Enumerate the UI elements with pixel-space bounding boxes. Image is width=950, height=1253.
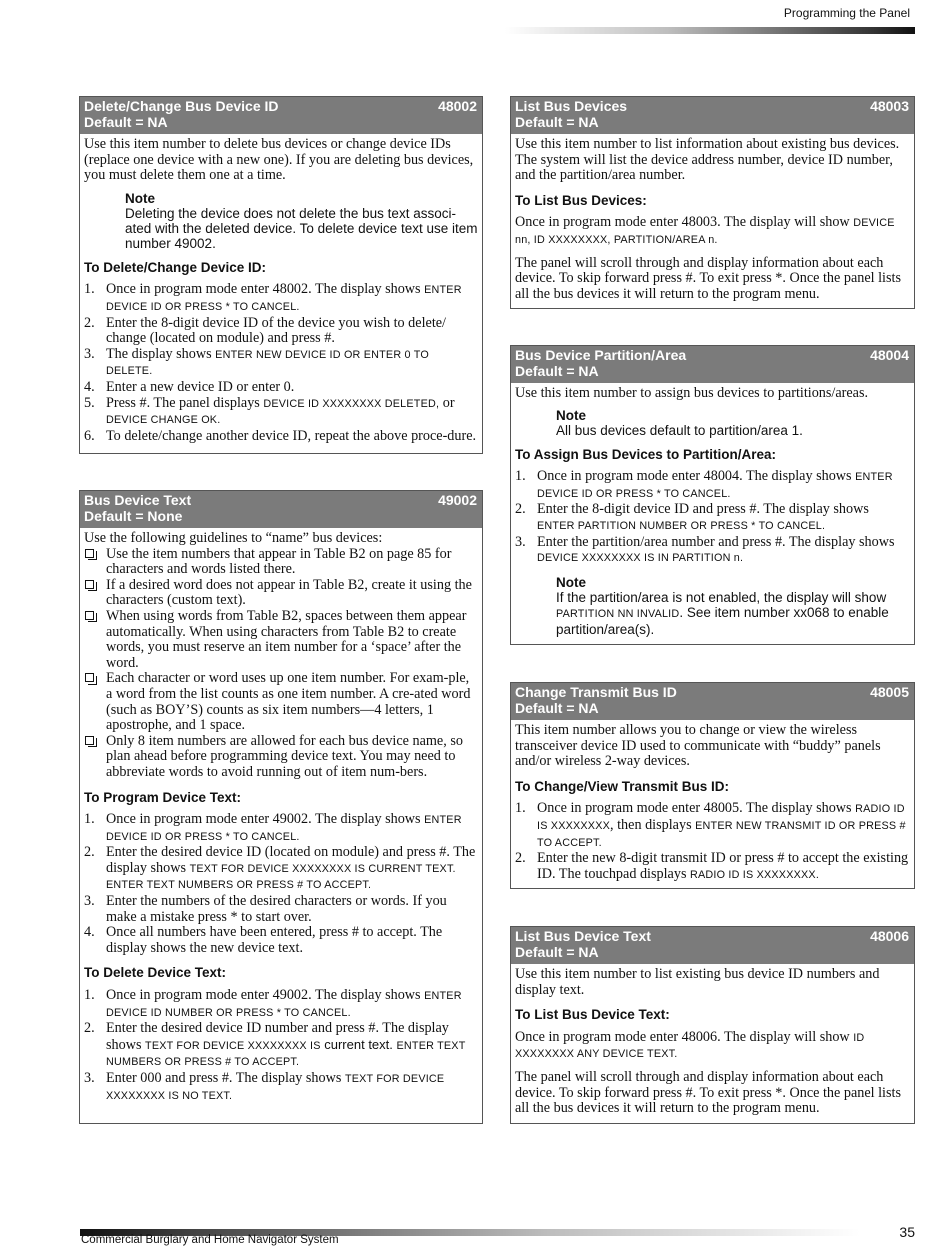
note-text: . See item number xx068 to enable partition/area(s). (556, 604, 889, 637)
item-number: 48003 (870, 98, 909, 114)
section-title: Delete/Change Bus Device ID (84, 98, 279, 114)
step-text: Enter the 8-digit device ID and press #. The display shows (537, 501, 869, 518)
list-item: 3. The display shows ENTER NEW DEVICE ID OR ENTER 0 TO DELETE. (84, 345, 429, 378)
list-item: 3. Enter 000 and press #. The display shows TEXT FOR DEVICE XXXXXXXX IS NO TEXT. (84, 1070, 445, 1102)
default-value: Default = NA (515, 113, 599, 130)
paragraph (515, 215, 910, 248)
display-text: TEXT FOR DEVICE XXXXXXXX IS NO TEXT. (106, 1073, 445, 1102)
display-text: RADIO ID IS XXXXXXXX (537, 803, 905, 832)
item-text: Each character or word uses up one item number. For exam-ple, a word from the list counts as one item number. A cre-ated word (such as BOY’S) counts as six item numbers—4 letters, 1 apostrophe, and 1 space. (106, 670, 471, 734)
default-value: Default = NA (515, 699, 599, 716)
step-text: Enter the desired device ID number and press #. The display shows (106, 1020, 449, 1053)
intro-text: This item number allows you to change or view the wireless transceiver device ID used to communicate with “buddy” panels and/or wireless 2-way devices. (515, 722, 881, 770)
subheading: To Delete Device Text: (84, 965, 227, 981)
intro-text: Use this item number to assign bus devices to partitions/areas. (515, 385, 869, 401)
item-number: 48006 (870, 928, 909, 944)
note-text: If the partition/area is not enabled, the display will show (556, 589, 887, 605)
note-title: Note (125, 190, 155, 206)
page-number: 35 (899, 1224, 915, 1240)
item-text: If a desired word does not appear in Table B2, create it using the characters (custom text). (106, 576, 472, 609)
note-title: Note (556, 407, 586, 423)
note-title: Note (556, 574, 586, 590)
step-text: The display shows (106, 345, 216, 362)
note (556, 408, 910, 438)
step-text: Enter 000 and press #. The display shows (106, 1070, 345, 1086)
step-list (84, 988, 478, 1104)
step-text: Once in program mode enter 48002. The display shows (106, 281, 425, 298)
display-text: current text. (320, 1036, 397, 1052)
list-item: 4. Enter a new device ID or enter 0. (84, 378, 295, 395)
display-text: TEXT FOR DEVICE XXXXXXXX IS (145, 1039, 321, 1052)
intro-text: Use this item number to delete bus devices or change device IDs (replace one device with a new one). If you are deleting bus devices, you must delete them one at a time. (84, 136, 474, 184)
list-item: 2. Enter the new 8-digit transmit ID or press # to accept the existing ID. The touchpad displays RADIO ID IS XXXXXXXX. (515, 850, 909, 882)
running-header: Programming the Panel (783, 6, 910, 20)
step-text: Enter the 8-digit device ID of the device you wish to delete/ change (located on module) and press #. (106, 314, 446, 347)
item-number: 48004 (870, 347, 909, 363)
display-text: TEXT FOR DEVICE XXXXXXXX IS CURRENT TEXT. ENTER TEXT NUMBERS OR PRESS # TO ACCEPT. (106, 862, 456, 892)
section-header (511, 927, 914, 964)
list-item: 2. Enter the 8-digit device ID of the device you wish to delete/ change (located on module) and press #. (84, 314, 446, 347)
display-text: ENTER NEW DEVICE ID OR ENTER 0 TO DELETE. (106, 348, 429, 378)
guideline-list (84, 547, 478, 781)
display-text: ENTER DEVICE ID OR PRESS * TO CANCEL. (537, 471, 893, 500)
display-text: DEVICE CHANGE OK. (106, 414, 221, 427)
list-item: 6. To delete/change another device ID, repeat the above proce-dure. (84, 427, 477, 444)
para-text: Once in program mode enter 48003. The display will show (515, 214, 854, 231)
para-text: Once in program mode enter 48006. The display will show (515, 1028, 854, 1045)
display-text: DEVICE nn, ID XXXXXXXX, PARTITION/AREA n. (515, 217, 895, 246)
display-text: ID XXXXXXXX ANY DEVICE TEXT. (515, 1031, 865, 1061)
display-text: PARTITION NN INVALID (556, 607, 680, 620)
note (556, 575, 910, 637)
list-item: 2. Enter the desired device ID (located on module) and press #. The display shows TEXT FOR DEVICE XXXXXXXX IS CURRENT TEXT. ENTER TEXT NUMBERS OR PRESS # TO ACCEPT. (84, 844, 476, 892)
checkbox-icon (85, 736, 94, 745)
intro-text: Use the following guidelines to “name” bus devices: (84, 530, 383, 546)
section-title: List Bus Devices (515, 98, 628, 114)
step-text: Enter the numbers of the desired characters or words. If you make a mistake press * to start over. (106, 893, 447, 925)
note-text: Deleting the device does not delete the bus text associ-ated with the deleted device. To delete device text use item number 49002. (125, 205, 478, 251)
section-header (511, 683, 914, 720)
default-value: Default = None (84, 507, 183, 524)
step-text: Enter the partition/area number and press #. The display shows (537, 533, 895, 550)
list-item: 2. Enter the 8-digit device ID and press #. The display shows ENTER PARTITION NUMBER OR PRESS * TO CANCEL. (515, 501, 869, 532)
item-text: Use the item numbers that appear in Table B2 on page 85 for characters and words listed there. (106, 545, 452, 578)
subheading: To Change/View Transmit Bus ID: (515, 778, 730, 794)
display-text: ENTER NEW TRANSMIT ID OR PRESS # TO ACCEPT. (537, 819, 906, 849)
list-item: 3. Enter the numbers of the desired characters or words. If you make a mistake press * to start over. (84, 893, 447, 925)
section-title: Bus Device Text (84, 492, 192, 508)
step-text: Enter a new device ID or enter 0. (106, 378, 295, 395)
list-item: 1. Once in program mode enter 48005. The display shows RADIO ID IS XXXXXXXX, then displays ENTER NEW TRANSMIT ID OR PRESS # TO ACCEPT. (515, 800, 906, 849)
display-text: DEVICE ID XXXXXXXX DELETED, (263, 397, 440, 410)
item-number: 48002 (438, 98, 477, 114)
list-item: 3. Enter the partition/area number and press #. The display shows DEVICE XXXXXXXX IS IN PARTITION n. (515, 533, 895, 565)
subheading: To Delete/Change Device ID: (84, 259, 267, 275)
step-text: Once in program mode enter 49002. The display shows (106, 987, 425, 1004)
section-48004 (510, 345, 915, 645)
note-text: All bus devices default to partition/area 1. (556, 422, 803, 438)
step-list (84, 282, 478, 444)
step-list (515, 801, 910, 883)
item-text: Only 8 item numbers are allowed for each bus device name, so plan ahead before programming device text. You may need to abbreviate words to avoid running out of item num-bers. (106, 732, 463, 780)
default-value: Default = NA (84, 113, 168, 130)
display-text: DEVICE XXXXXXXX IS IN PARTITION n. (537, 552, 744, 565)
item-number: 48005 (870, 684, 909, 700)
subheading: To Assign Bus Devices to Partition/Area: (515, 446, 777, 462)
header-rule (505, 27, 915, 34)
section-title: List Bus Device Text (515, 928, 651, 944)
paragraph: The panel will scroll through and display information about each device. To skip forward press #. To exit press *. Once the panel lists all the bus devices it will return to the program menu. (515, 1068, 901, 1117)
list-item (84, 671, 478, 733)
section-title: Change Transmit Bus ID (515, 684, 677, 700)
step-list (84, 812, 478, 956)
list-item (84, 547, 478, 578)
step-text: To delete/change another device ID, repeat the above proce-dure. (106, 427, 477, 444)
list-item: 5. Press #. The panel displays DEVICE ID XXXXXXXX DELETED, or DEVICE CHANGE OK. (84, 394, 455, 427)
display-text: ENTER DEVICE ID OR PRESS * TO CANCEL. (106, 814, 462, 843)
list-item: 2. Enter the desired device ID number and press #. The display shows TEXT FOR DEVICE XXXXXXXX IS current text. ENTER TEXT NUMBERS OR PRESS # TO ACCEPT. (84, 1020, 466, 1069)
list-item: 1. Once in program mode enter 48004. The display shows ENTER DEVICE ID OR PRESS * TO CANCEL. (515, 468, 893, 500)
section-48002 (79, 96, 483, 454)
list-item: 1. Once in program mode enter 49002. The display shows ENTER DEVICE ID OR PRESS * TO CANCEL. (84, 811, 462, 843)
checkbox-icon (85, 673, 94, 682)
section-49002 (79, 490, 483, 1124)
checkbox-icon (85, 580, 94, 589)
list-item (84, 578, 478, 609)
step-text: Once in program mode enter 48005. The display shows (537, 800, 856, 817)
step-text: Enter the desired device ID (located on module) and press #. The display shows (106, 844, 476, 876)
step-text: Press #. The panel displays (106, 394, 264, 411)
section-title: Bus Device Partition/Area (515, 347, 687, 363)
subheading: To List Bus Devices: (515, 192, 647, 208)
checkbox-icon (85, 611, 94, 620)
section-header (80, 491, 482, 528)
display-text: ENTER DEVICE ID OR PRESS * TO CANCEL. (106, 284, 462, 313)
list-item (84, 609, 478, 671)
step-text: , then displays (610, 816, 696, 833)
section-header (511, 346, 914, 383)
default-value: Default = NA (515, 943, 599, 960)
list-item (84, 734, 478, 781)
intro-text: Use this item number to list information about existing bus devices. The system will list the device address number, device ID number, and the partition/area number. (515, 136, 900, 184)
item-number: 49002 (438, 492, 477, 508)
display-text: ENTER PARTITION NUMBER OR PRESS * TO CANCEL. (537, 519, 826, 532)
display-text: ENTER TEXT NUMBERS OR PRESS # TO ACCEPT. (106, 1039, 466, 1069)
paragraph: The panel will scroll through and display information about each device. To skip forward press #. To exit press *. Once the panel lists all the bus devices it will return to the program menu. (515, 254, 901, 302)
step-text: or (439, 394, 455, 411)
paragraph (515, 1030, 910, 1063)
default-value: Default = NA (515, 362, 599, 379)
step-text: Once in program mode enter 48004. The display shows (537, 468, 856, 485)
list-item: 4. Once all numbers have been entered, press # to accept. The display shows the new device text. (84, 924, 443, 956)
footer-title: Commercial Burglary and Home Navigator System (81, 1234, 339, 1246)
intro-text: Use this item number to list existing bus device ID numbers and display text. (515, 966, 880, 998)
checkbox-icon (85, 549, 94, 558)
section-48005 (510, 682, 915, 889)
display-text: ENTER DEVICE ID NUMBER OR PRESS * TO CANCEL. (106, 990, 462, 1019)
subheading: To List Bus Device Text: (515, 1007, 670, 1023)
section-header (511, 97, 914, 134)
item-text: When using words from Table B2, spaces between them appear automatically. When using characters from Table B2 to create words, you must reserve an item number for a ‘space’ after the word. (106, 607, 467, 671)
display-text: RADIO ID IS XXXXXXXX. (690, 868, 820, 881)
step-text: Once in program mode enter 49002. The display shows (106, 811, 425, 828)
list-item: 1. Once in program mode enter 48002. The display shows ENTER DEVICE ID OR PRESS * TO CANCEL. (84, 281, 462, 313)
step-text: Enter the new 8-digit transmit ID or press # to accept the existing ID. The touchpad displays (537, 850, 909, 882)
section-48003 (510, 96, 915, 309)
step-list (515, 469, 910, 567)
list-item: 1. Once in program mode enter 49002. The display shows ENTER DEVICE ID NUMBER OR PRESS * TO CANCEL. (84, 987, 462, 1019)
subheading: To Program Device Text: (84, 789, 242, 805)
section-48006 (510, 926, 915, 1124)
step-text: Once all numbers have been entered, press # to accept. The display shows the new device text. (106, 924, 443, 956)
section-header (80, 97, 482, 134)
note (125, 191, 478, 251)
